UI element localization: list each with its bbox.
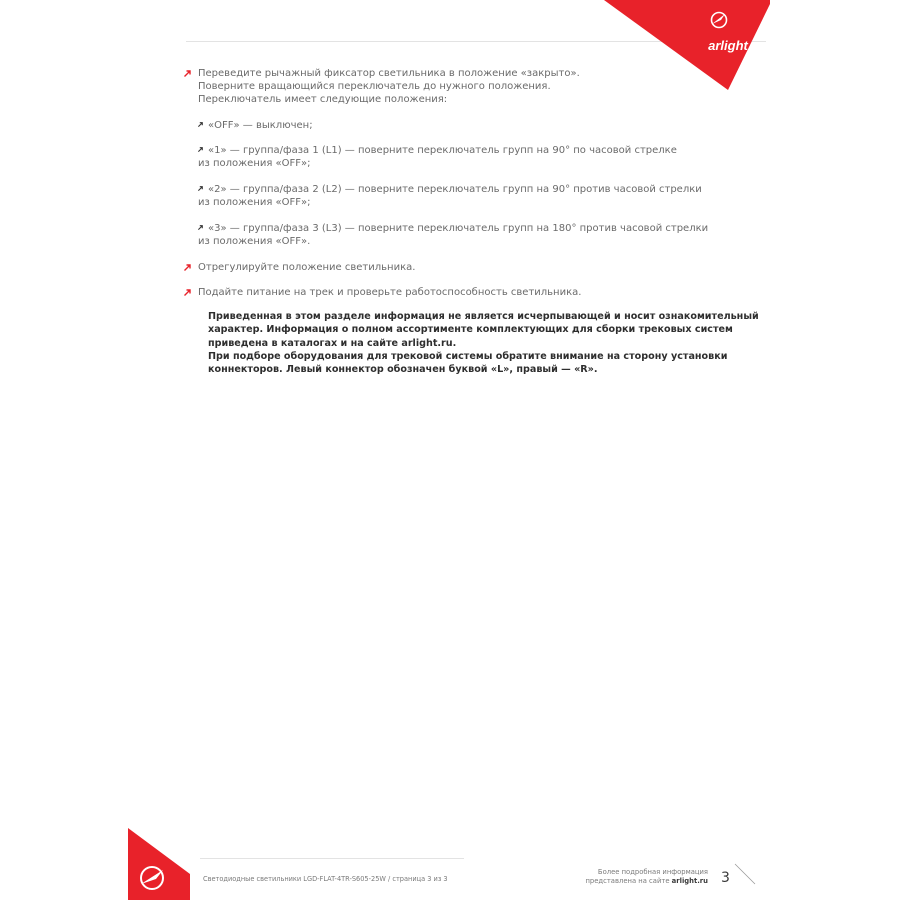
position-text: «OFF» — выключен;	[208, 120, 313, 131]
notice-line: коннекторов. Левый коннектор обозначен буквой «L», правый — «R».	[208, 364, 598, 376]
dark-arrow-bullet-icon	[198, 186, 203, 191]
dark-arrow-bullet-icon	[198, 122, 203, 127]
notice-line: характер. Информация о полном ассортименте комплектующих для сборки трековых систем	[208, 324, 733, 336]
footer-info-line: Более подробная информация	[597, 868, 708, 876]
notice-line: При подборе оборудования для трековой системы обратите внимание на сторону установки	[208, 350, 728, 362]
step-text: Отрегулируйте положение светильника.	[198, 262, 416, 273]
position-text: из положения «OFF».	[198, 236, 311, 247]
arlight-logo-corner	[604, 0, 770, 90]
position-text: «2» — группа/фаза 2 (L2) — поверните переключатель групп на 90° против часовой стрелки	[208, 184, 702, 195]
position-text: из положения «OFF»;	[198, 158, 311, 169]
step-text: Переключатель имеет следующие положения:	[198, 94, 448, 105]
red-arrow-bullet-icon	[184, 264, 191, 271]
footer-document-title: Светодиодные светильники LGD-FLAT-4TR-S605-25W / страница 3 из 3	[203, 875, 448, 883]
arlight-footer-logo	[128, 828, 190, 900]
position-text: из положения «OFF»;	[198, 197, 311, 208]
step-text: Поверните вращающийся переключатель до нужного положения.	[198, 81, 551, 92]
red-arrow-bullet-icon	[184, 289, 191, 296]
dark-arrow-bullet-icon	[198, 225, 203, 230]
footer-info-line	[560, 877, 708, 886]
step-text: Переведите рычажный фиксатор светильника в положение «закрыто».	[198, 68, 580, 79]
footer-info-prefix: представлена на сайте	[585, 877, 672, 885]
page-number: 3	[721, 870, 730, 886]
footer-slash-decoration	[733, 862, 757, 886]
position-text: «3» — группа/фаза 3 (L3) — поверните переключатель групп на 180° против часовой стрелки	[208, 223, 709, 234]
step-text: Подайте питание на трек и проверьте работоспособность светильника.	[198, 287, 582, 298]
footer-site-link[interactable]: arlight.ru	[671, 877, 708, 885]
footer-info	[560, 868, 708, 886]
notice-line: приведена в каталогах и на сайте arlight.ru.	[208, 337, 457, 349]
notice-block	[208, 310, 759, 376]
arlight-wordmark: arlight	[708, 38, 748, 53]
position-text: «1» — группа/фаза 1 (L1) — поверните переключатель групп на 90° по часовой стрелке	[208, 145, 677, 156]
footer-divider	[200, 858, 464, 859]
notice-line: Приведенная в этом разделе информация не является исчерпывающей и носит ознакомительный	[208, 311, 759, 322]
red-arrow-bullet-icon	[184, 70, 191, 77]
dark-arrow-bullet-icon	[198, 147, 203, 152]
